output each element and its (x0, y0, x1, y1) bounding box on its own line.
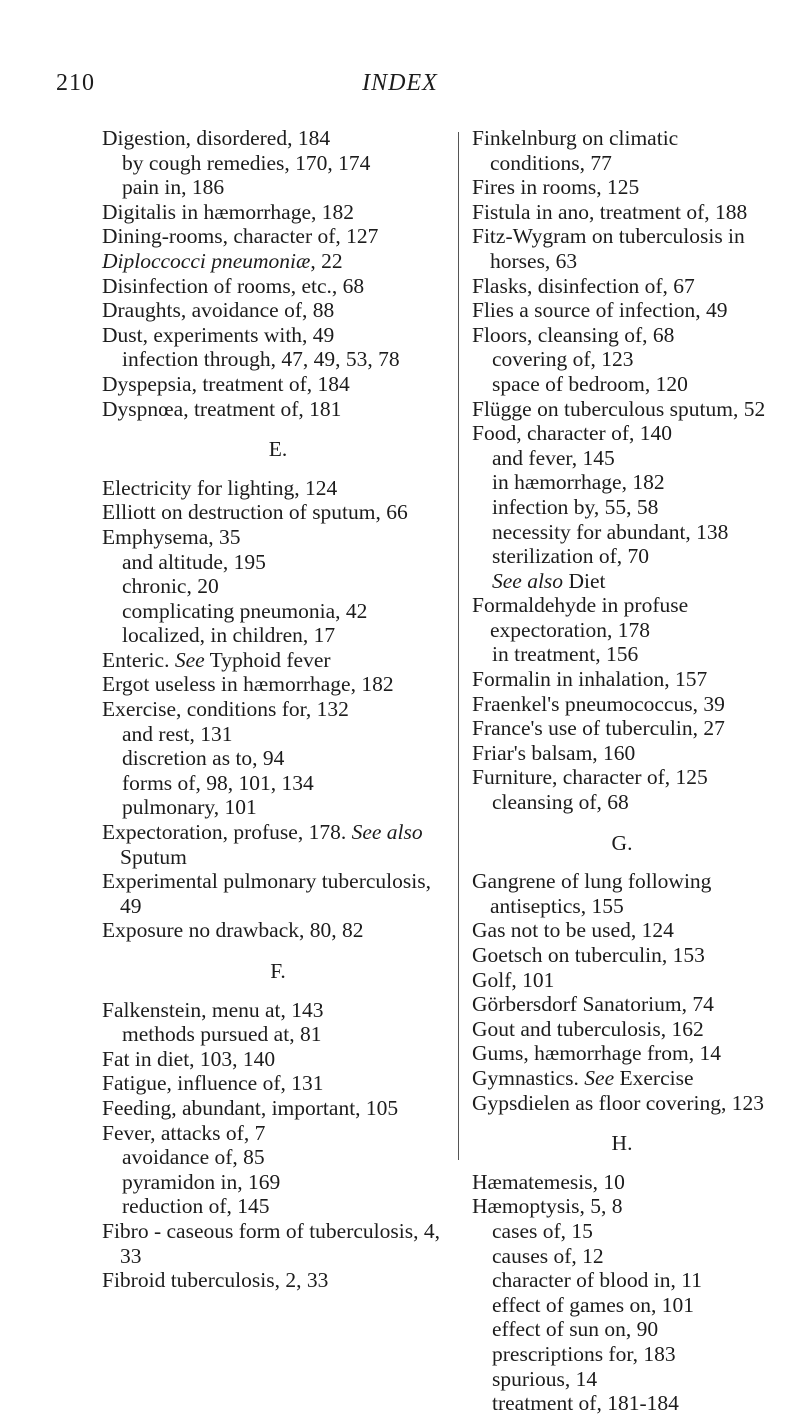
entry-text: Gout and tuberculosis, 162 (472, 1016, 704, 1041)
index-entry (102, 998, 454, 1023)
entry-text: Experimental pulmonary tuberculosis, 49 (102, 869, 431, 918)
index-entry (472, 1017, 772, 1042)
index-entry (102, 372, 454, 397)
index-column-right (472, 126, 772, 1416)
index-column-left (102, 126, 454, 1293)
entry-text: Flasks, disinfection of, 67 (472, 273, 695, 298)
entry-text: Formaldehyde in profuse expectoration, 178 (472, 593, 689, 642)
index-entry (102, 200, 454, 225)
index-entry (102, 500, 454, 525)
entry-text: Dust, experiments with, 49 (102, 322, 335, 347)
entry-text: Draughts, avoidance of, 88 (102, 298, 335, 323)
index-subentry (102, 722, 454, 747)
index-entry (102, 648, 454, 673)
entry-text: Digestion, disordered, 184 (102, 126, 331, 150)
entry-text: Fat in diet, 103, 140 (102, 1046, 276, 1071)
index-entry (472, 593, 772, 642)
entry-text: infection by, 55, 58 (492, 494, 659, 519)
entry-text: Fever, attacks of, 7 (102, 1120, 266, 1145)
entry-text: and altitude, 195 (122, 549, 266, 574)
index-subentry (102, 1145, 454, 1170)
index-subentry (472, 1219, 772, 1244)
index-subentry (102, 771, 454, 796)
index-subentry (102, 574, 454, 599)
index-entry (472, 1041, 772, 1066)
index-entry (102, 525, 454, 550)
entry-text: effect of games on, 101 (492, 1292, 694, 1317)
index-entry (102, 476, 454, 501)
index-subentry (102, 623, 454, 648)
entry-text: Goetsch on tuberculin, 153 (472, 943, 705, 967)
index-block-g (472, 869, 772, 1115)
index-subentry (472, 1317, 772, 1342)
entry-text: by cough remedies, 170, 174 (122, 150, 371, 175)
entry-text: Görbersdorf Sanatorium, 74 (472, 992, 714, 1017)
entry-text: Falkenstein, menu at, 143 (102, 997, 324, 1022)
index-subentry (102, 599, 454, 624)
entry-text: treatment of, 181-184 (492, 1391, 679, 1416)
entry-text: France's use of tuberculin, 27 (472, 716, 725, 741)
index-subentry (472, 642, 772, 667)
entry-text: in hæmorrhage, 182 (492, 470, 665, 495)
index-block-h (472, 1170, 772, 1416)
entry-text: Typhoid fever (204, 647, 331, 672)
entry-text: pulmonary, 101 (122, 795, 257, 820)
entry-italic: Diploccocci pneumoniæ (102, 248, 311, 273)
entry-text: Dyspnœa, treatment of, 181 (102, 396, 342, 421)
entry-text: Food, character of, 140 (472, 421, 672, 446)
entry-text: infection through, 47, 49, 53, 78 (122, 347, 400, 372)
entry-text: Diet (563, 568, 606, 593)
entry-text: space of bedroom, 120 (492, 371, 688, 396)
entry-text: and rest, 131 (122, 721, 233, 746)
index-entry (472, 741, 772, 766)
entry-text: localized, in children, 17 (122, 623, 336, 648)
entry-text: Electricity for lighting, 124 (102, 475, 338, 500)
index-entry (472, 667, 772, 692)
index-subentry (472, 1293, 772, 1318)
entry-italic: See (174, 647, 205, 672)
index-entry (472, 1091, 772, 1116)
entry-text: Finkelnburg on climatic conditions, 77 (472, 126, 679, 175)
entry-text: Exercise, conditions for, 132 (102, 697, 349, 722)
index-subentry (102, 175, 454, 200)
index-entry (102, 1096, 454, 1121)
index-entry (102, 249, 454, 274)
index-block-e (102, 476, 454, 943)
entry-text: Hæmoptysis, 5, 8 (472, 1194, 623, 1219)
index-subentry (102, 795, 454, 820)
entry-text: sterilization of, 70 (492, 544, 650, 569)
entry-text: Gums, hæmorrhage from, 14 (472, 1041, 722, 1066)
index-entry (102, 224, 454, 249)
index-subentry (102, 746, 454, 771)
index-entry (472, 1194, 772, 1219)
entry-text: chronic, 20 (122, 574, 219, 599)
index-entry (102, 298, 454, 323)
index-entry (472, 298, 772, 323)
index-entry (472, 421, 772, 446)
entry-text: effect of sun on, 90 (492, 1317, 659, 1342)
index-entry (472, 716, 772, 741)
index-subentry (472, 1342, 772, 1367)
index-entry (472, 765, 772, 790)
entry-text: Elliott on destruction of sputum, 66 (102, 500, 408, 525)
index-subentry (472, 1391, 772, 1416)
index-entry (472, 200, 772, 225)
entry-text: Fitz-Wygram on tuberculosis in horses, 63 (472, 224, 745, 273)
column-divider (458, 132, 459, 1160)
entry-text: Fibroid tuberculosis, 2, 33 (102, 1268, 329, 1293)
entry-text: cleansing of, 68 (492, 790, 629, 815)
entry-text: avoidance of, 85 (122, 1145, 265, 1170)
entry-text: Formalin in inhalation, 157 (472, 667, 708, 692)
index-entry (472, 1066, 772, 1091)
entry-text: pyramidon in, 169 (122, 1169, 281, 1194)
index-entry (102, 397, 454, 422)
index-entry (102, 820, 454, 869)
index-entry (472, 224, 772, 273)
index-entry (472, 274, 772, 299)
entry-text: forms of, 98, 101, 134 (122, 770, 314, 795)
entry-text: causes of, 12 (492, 1243, 604, 1268)
entry-italic: See also (492, 568, 564, 593)
entry-text: Hæmatemesis, 10 (472, 1169, 625, 1194)
index-subentry (102, 1022, 454, 1047)
entry-text: Sputum (120, 844, 187, 869)
entry-text: Furniture, character of, 125 (472, 765, 708, 790)
entry-text: Gangrene of lung following antiseptics, 155 (472, 869, 712, 918)
index-entry (472, 943, 772, 968)
entry-text: Golf, 101 (472, 967, 555, 992)
entry-heading: Gymnastics. (472, 1065, 585, 1090)
entry-heading: Enteric. (102, 647, 175, 672)
entry-text: Floors, cleansing of, 68 (472, 322, 675, 347)
entry-text: Fraenkel's pneumococcus, 39 (472, 691, 725, 716)
index-entry (472, 869, 772, 918)
section-letter-g: G. (611, 830, 633, 855)
entry-heading: Expectoration, profuse, 178. (102, 820, 352, 845)
index-subentry (472, 790, 772, 815)
entry-italic: See also (351, 820, 423, 845)
index-entry (472, 918, 772, 943)
index-entry (472, 692, 772, 717)
index-subentry (102, 1194, 454, 1219)
index-subentry (472, 495, 772, 520)
entry-text: Gypsdielen as floor covering, 123 (472, 1090, 764, 1115)
index-subentry (472, 544, 772, 569)
index-subentry (102, 1170, 454, 1195)
entry-text: reduction of, 145 (122, 1194, 270, 1219)
index-entry (102, 672, 454, 697)
entry-text: prescriptions for, 183 (492, 1341, 676, 1366)
entry-text: Disinfection of rooms, etc., 68 (102, 273, 365, 298)
entry-text: Emphysema, 35 (102, 524, 241, 549)
entry-text: Fibro - caseous form of tuberculosis, 4, 33 (102, 1218, 440, 1268)
entry-text: Exposure no drawback, 80, 82 (102, 918, 364, 943)
entry-text: Flies a source of infection, 49 (472, 298, 728, 323)
page-number: 210 (56, 70, 95, 96)
index-entry (472, 126, 772, 175)
entry-text: character of blood in, 11 (492, 1268, 702, 1293)
entry-text: Dining-rooms, character of, 127 (102, 224, 379, 249)
index-entry (102, 1268, 454, 1293)
section-letter-f: F. (270, 959, 286, 983)
index-entry (102, 697, 454, 722)
index-subentry (102, 151, 454, 176)
entry-text: methods pursued at, 81 (122, 1022, 322, 1047)
index-subentry (472, 446, 772, 471)
index-entry (472, 175, 772, 200)
index-subentry (472, 1244, 772, 1269)
index-entry (472, 968, 772, 993)
entry-text: Fistula in ano, treatment of, 188 (472, 199, 748, 224)
index-entry (472, 397, 772, 422)
index-subentry (102, 550, 454, 575)
entry-text: covering of, 123 (492, 347, 634, 372)
entry-text: Ergot useless in hæmorrhage, 182 (102, 672, 394, 697)
index-entry (102, 1071, 454, 1096)
index-entry (102, 1047, 454, 1072)
section-letter-h: H. (611, 1131, 633, 1156)
index-entry (102, 869, 454, 918)
entry-text: Fatigue, influence of, 131 (102, 1071, 324, 1096)
index-subentry (472, 569, 772, 594)
index-subentry (472, 520, 772, 545)
entry-text: in treatment, 156 (492, 642, 639, 667)
entry-text: complicating pneumonia, 42 (122, 598, 368, 623)
entry-text: , 22 (310, 248, 343, 273)
entry-text: Dyspepsia, treatment of, 184 (102, 371, 350, 396)
index-entry (102, 918, 454, 943)
entry-text: Friar's balsam, 160 (472, 740, 636, 765)
index-entry (472, 992, 772, 1017)
index-subentry (472, 470, 772, 495)
index-subentry (472, 1268, 772, 1293)
index-entry (472, 323, 772, 348)
entry-text: necessity for abundant, 138 (492, 519, 729, 544)
index-block-d (102, 126, 454, 421)
entry-text: Feeding, abundant, important, 105 (102, 1095, 399, 1120)
index-entry (102, 1121, 454, 1146)
entry-text: discretion as to, 94 (122, 746, 285, 771)
index-subentry (472, 372, 772, 397)
entry-text: pain in, 186 (122, 175, 225, 200)
entry-text: Digitalis in hæmorrhage, 182 (102, 199, 354, 224)
index-subentry (472, 1367, 772, 1392)
index-subentry (102, 347, 454, 372)
index-entry (102, 323, 454, 348)
entry-text: Flügge on tuberculous sputum, 52 (472, 396, 766, 421)
entry-text: Gas not to be used, 124 (472, 918, 674, 943)
index-entry (102, 126, 454, 151)
section-letter-e: E. (268, 437, 288, 462)
entry-italic: See (584, 1065, 615, 1090)
index-block-f-cont (472, 126, 772, 815)
index-subentry (472, 347, 772, 372)
index-block-f (102, 998, 454, 1293)
entry-text: Exercise (614, 1065, 694, 1090)
index-entry (472, 1170, 772, 1195)
running-head: INDEX (362, 70, 438, 96)
entry-text: spurious, 14 (492, 1366, 598, 1391)
entry-text: Fires in rooms, 125 (472, 175, 640, 200)
index-entry (102, 274, 454, 299)
index-entry (102, 1219, 454, 1268)
entry-text: cases of, 15 (492, 1218, 593, 1243)
entry-text: and fever, 145 (492, 445, 615, 470)
